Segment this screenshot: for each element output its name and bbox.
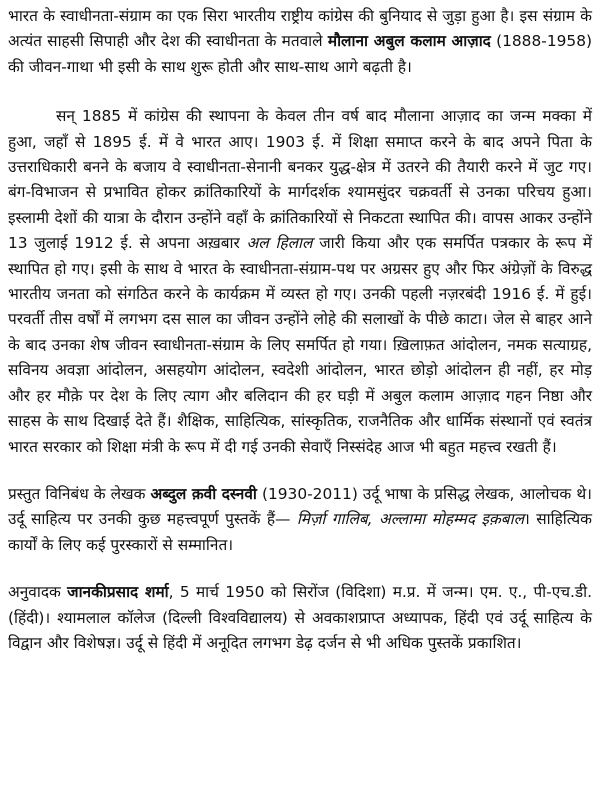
translator-name: जानकीप्रसाद शर्मा (67, 583, 169, 602)
intro-text-2: (1888-1958) की जीवन-गाथा भी इसी के साथ शुरू होती और साथ-साथ आगे बढ़ती है। (8, 32, 592, 76)
author-name: अब्दुल क़वी दस्नवी (150, 484, 257, 503)
paragraph-biography (8, 104, 592, 460)
translator-text-2: , 5 मार्च 1950 को सिरोंज (विदिशा) म.प्र. में जन्म। एम. ए., पी-एच.डी. (हिंदी)। श्यामलाल कॉलेज (दिल्ली विश्वविद्यालय) से अवकाशप्राप्त अध्यापक, हिंदी एवं उर्दू साहित्य के विद्वान और विशेषज्ञ। उर्दू से हिंदी में अनूदित लगभग डेढ़ दर्जन से भी अधिक पुस्तकें प्रकाशित। (8, 583, 593, 652)
translator-text-1: अनुवादक (8, 583, 68, 602)
author-text-2: (1930-2011) उर्दू भाषा के प्रसिद्ध लेखक, आलोचक थे। उर्दू साहित्य पर उनकी कुछ महत्त्वपूर्ण पुस्तकें हैं— (8, 484, 592, 529)
author-text-3: । साहित्यिक कार्यों के लिए कई पुरस्कारों से सम्मानित। (8, 510, 592, 554)
biography-text-2: जारी किया और एक समर्पित पत्रकार के रूप में स्थापित हो गए। इसी के साथ वे भारत के स्वाधीनता-संग्राम-पथ पर अग्रसर हुए और फिर अंग्रेज़ों के विरुद्ध भारतीय जनता को संगठित करने के कार्यक्रम में व्यस्त हो गए। उनकी पहली नज़रबंदी 1916 ई. में हुई। परवर्ती तीस वर्षों में लगभग दस साल का जीवन उन्होंने लोहे की सलाखों के पीछे काटा। जेल से बाहर आने के बाद उनका शेष जीवन स्वाधीनता-संग्राम के लिए समर्पित हो गया। ख़िलाफ़त आंदोलन, नमक सत्याग्रह, सविनय अवज्ञा आंदोलन, असहयोग आंदोलन, स्वदेशी आंदोलन, भारत छोड़ो आंदोलन ही नहीं, हर मोड़ और हर मौक़े पर देश के लिए त्याग और बलिदान की हर घड़ी में अबुल कलाम आज़ाद गहन निष्ठा और साहस के साथ दिखाई देते हैं। शैक्षिक, साहित्यिक, सांस्कृतिक, राजनैतिक और धार्मिक संस्थानों एवं स्वतंत्र भारत सरकार को शिक्षा मंत्री के रूप में दी गई उनकी सेवाएँ निस्संदेह आज भी बहुत महत्त्व रखती हैं। (8, 234, 592, 456)
newspaper-title: अल हिलाल (246, 234, 313, 253)
author-books: मिर्ज़ा गालिब, अल्लामा मोहम्मद इक़बाल (296, 510, 524, 529)
paragraph-author (8, 482, 592, 558)
subject-name: मौलाना अबुल कलाम आज़ाद (327, 32, 491, 51)
biography-text-1: सन् 1885 में कांग्रेस की स्थापना के केवल तीन वर्ष बाद मौलाना आज़ाद का जन्म मक्का में हुआ, जहाँ से 1895 ई. में वे भारत आए। 1903 ई. में शिक्षा समाप्त करने के बाद अपने पिता के उत्तराधिकारी बनने के बजाय वे स्वाधीनता-सेनानी बनकर युद्ध-क्षेत्र में उतरने की तैयारी करने में जुट गए। बंग-विभाजन से प्रभावित होकर क्रांतिकारियों के मार्गदर्शक श्यामसुंदर चक्रवर्ती से उनका परिचय हुआ। इस्लामी देशों की यात्रा के दौरान उन्होंने वहाँ के क्रांतिकारियों से निकटता स्थापित की। वापस आकर उन्होंने 13 जुलाई 1912 ई. से अपना अख़बार (8, 107, 592, 253)
intro-text-1: भारत के स्वाधीनता-संग्राम का एक सिरा भारतीय राष्ट्रीय कांग्रेस की बुनियाद से जुड़ा हुआ है। इस संग्राम के अत्यंत साहसी सिपाही और देश की स्वाधीनता के मतवाले (8, 7, 592, 51)
paragraph-translator (8, 580, 592, 656)
paragraph-intro (8, 4, 592, 80)
author-text-1: प्रस्तुत विनिबंध के लेखक (8, 484, 151, 503)
